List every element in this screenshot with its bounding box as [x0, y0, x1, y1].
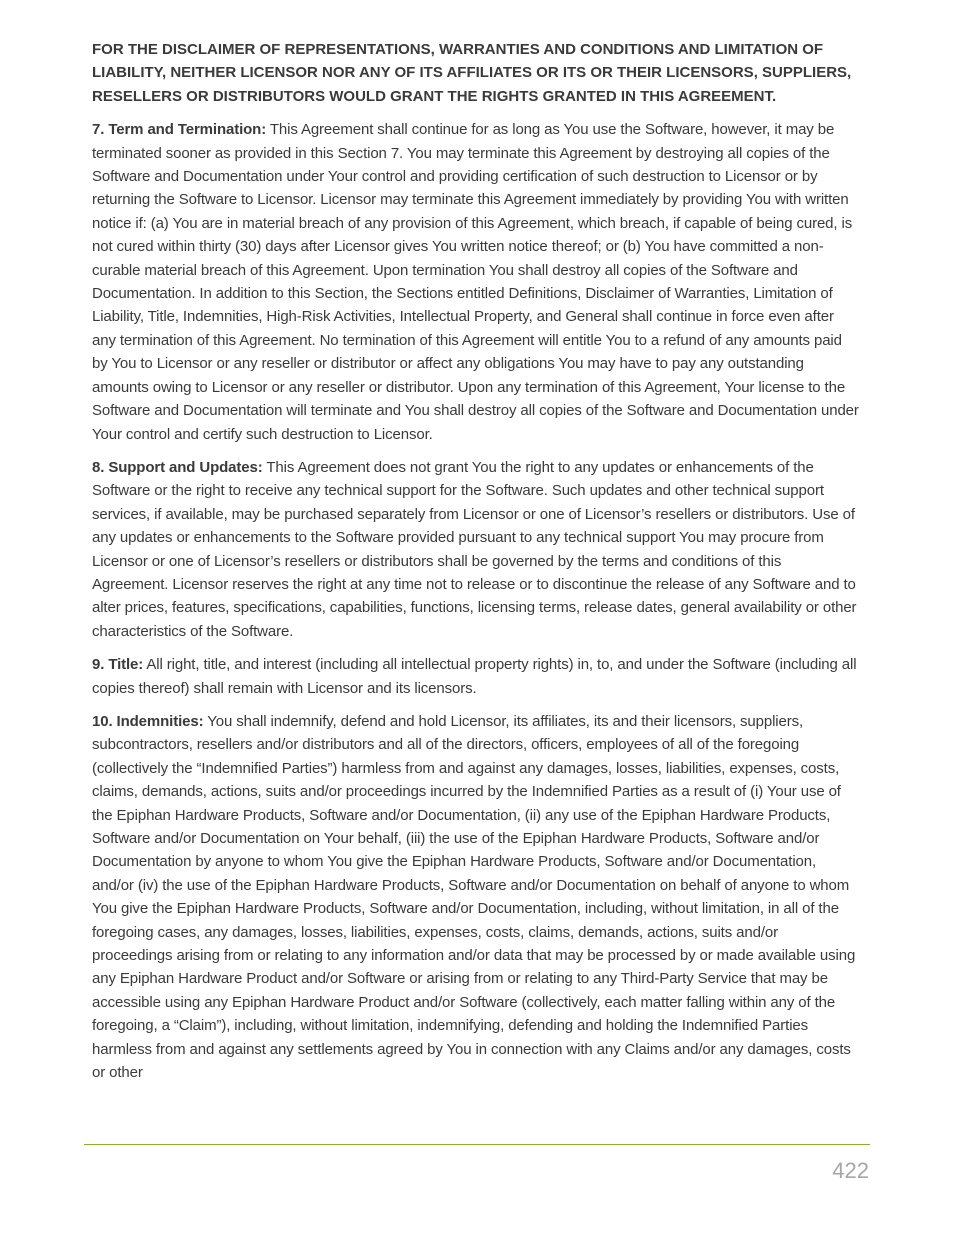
page-number: 422 [832, 1158, 869, 1183]
section-support-and-updates [92, 456, 860, 643]
section-body: All right, title, and interest (including all intellectual property rights) in, to, and under the Software (including all copies thereof) shall remain with Licensor and its licensors. [92, 656, 857, 697]
section-term-and-termination [92, 118, 860, 446]
section-body: This Agreement shall continue for as long as You use the Software, however, it may be terminated sooner as provided in this Section 7. You may terminate this Agreement by destroying all copies of the Software and Documentation under Your control and providing certification of such destruction to Licensor or by returning the Software to Licensor. Licensor may terminate this Agreement immediately by providing You with written notice if: (a) You are in material breach of any provision of this Agreement, which breach, if capable of being cured, is not cured within thirty (30) days after Licensor gives You written notice thereof; or (b) You have committed a non-curable material breach of this Agreement. Upon termination You shall destroy all copies of the Software and Documentation. In addition to this Section, the Sections entitled Definitions, Disclaimer of Warranties, Limitation of Liability, Title, Indemnities, High-Risk Activities, Intellectual Property, and General shall continue in force even after any termination of this Agreement. No termination of this Agreement will entitle You to a refund of any amounts paid by You to Licensor or any reseller or distributor or affect any obligations You may have to pay any outstanding amounts owing to Licensor or any reseller or distributor. Upon any termination of this Agreement, Your license to the Software and Documentation will terminate and You shall destroy all copies of the Software and Documentation under Your control and certify such destruction to Licensor. [92, 121, 859, 443]
section-body: This Agreement does not grant You the right to any updates or enhancements of the Software or the right to receive any technical support for the Software. Such updates and other technical support services, if available, may be purchased separately from Licensor or one of Licensor’s resellers or distributors. Use of any updates or enhancements to the Software provided pursuant to any technical support You may procure from Licensor or one of Licensor’s resellers or distributors shall be governed by the terms and conditions of this Agreement. Licensor reserves the right at any time not to release or to discontinue the release of any Software and to alter prices, features, specifications, capabilities, functions, licensing terms, release dates, general availability or other characteristics of the Software. [92, 458, 857, 640]
section-body: You shall indemnify, defend and hold Licensor, its affiliates, its and their licensors, suppliers, subcontractors, resellers and/or distributors and all of the directors, officers, employees of all of the foregoing (collectively the “Indemnified Parties”) harmless from and against any damages, losses, liabilities, expenses, costs, claims, demands, actions, suits and/or proceedings incurred by the Indemnified Parties as a result of (i) Your use of the Epiphan Hardware Products, Software and/or Documentation, (ii) any use of the Epiphan Hardware Products, Software and/or Documentation on Your behalf, (iii) the use of the Epiphan Hardware Products, Software and/or Documentation by anyone to whom You give the Epiphan Hardware Products, Software and/or Documentation, and/or (iv) the use of the Epiphan Hardware Products, Software and/or Documentation on behalf of anyone to whom You give the Epiphan Hardware Products, Software and/or Documentation, including, without limitation, in all of the foregoing cases, any damages, losses, liabilities, expenses, costs, claims, demands, actions, suits and/or proceedings arising from or relating to any information and/or data that may be processed by or made available using any Epiphan Hardware Product and/or Software or arising from or relating to any Third-Party Service that may be accessible using any Epiphan Hardware Product and/or Software (collectively, each matter falling within any of the foregoing, a “Claim”), including, without limitation, indemnifying, defending and holding the Indemnified Parties harmless from and against any settlements agreed by You in connection with any Claims and/or any damages, costs or other [92, 712, 856, 1082]
disclaimer-caps-paragraph: FOR THE DISCLAIMER OF REPRESENTATIONS, WARRANTIES AND CONDITIONS AND LIMITATION OF LIABILITY, NEITHER LICENSOR NOR ANY OF ITS AFFILIATES OR ITS OR THEIR LICENSORS, SUPPLIERS, RESELLERS OR DISTRIBUTORS WOULD GRANT THE RIGHTS GRANTED IN THIS AGREEMENT. [92, 41, 852, 105]
footer-divider [84, 1144, 870, 1145]
section-heading: 10. Indemnities: [92, 712, 204, 730]
section-heading: 7. Term and Termination: [92, 121, 267, 139]
section-title [92, 653, 860, 700]
section-heading: 8. Support and Updates: [92, 458, 263, 476]
section-indemnities [92, 710, 860, 1085]
section-heading: 9. Title: [92, 656, 144, 674]
document-body [92, 38, 860, 1094]
